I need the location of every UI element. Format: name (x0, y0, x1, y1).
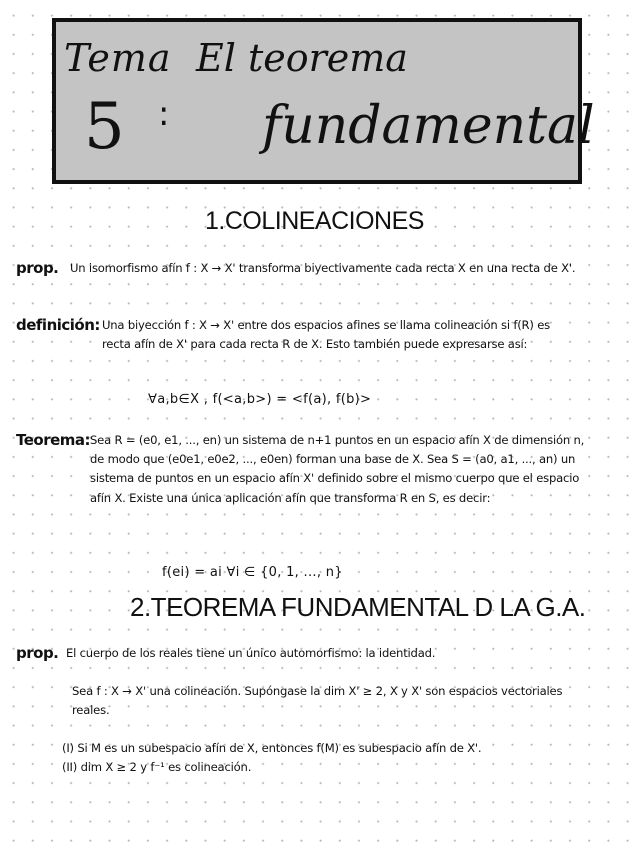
theorem-text: Sea R = (e0, e1, ..., en) un sistema de n+1 puntos en un espacio afín X de dimensión n, de modo que (e0e1, e0e2, ..., e0en) forman una base de X. Sea S = (a0, a1, ..., an) un sistema de puntos en un espacio afín X' definido sobre el mismo cuerpo que el espacio afín X. Existe una única aplicación afín que transforma R en S, es decir: (90, 433, 585, 505)
prop2-text: El cuerpo de los reales tiene un único automorfismo: la identidad. (66, 646, 436, 660)
definition-label: definición: (16, 316, 100, 334)
item-1: (I) Si M es un subespacio afín de X, entonces f(M) es subespacio afín de X'. (62, 741, 482, 755)
theorem-formula: f(ei) = ai ∀i ∈ {0, 1, ..., n} (162, 565, 343, 580)
item-2: (II) dim X ≥ 2 y f⁻¹ es colineación. (62, 760, 252, 774)
prop1-label: prop. (16, 259, 59, 277)
title-colon: : (158, 94, 170, 134)
prop2-subtext: Sea f : X → X' una colineación. Supóngase la dim X' ≥ 2, X y X' son espacios vectoriales reales. (72, 684, 563, 718)
title-number: 5 (84, 90, 125, 164)
section-heading-1: 1.COLINEACIONES (205, 207, 424, 235)
section-heading-2: 2.TEOREMA FUNDAMENTAL D LA G.A. (130, 592, 586, 622)
title-box (52, 18, 595, 184)
prop1-text: Un isomorfismo afín f : X → X' transforma biyectivamente cada recta X en una recta de X'. (70, 261, 576, 275)
prop2-label: prop. (16, 644, 59, 662)
title-tema: Tema (64, 36, 172, 80)
definition-text: Una biyección f : X → X' entre dos espacios afines se llama colineación si f(R) es recta afín de X' para cada recta R de X. Esto también puede expresarse así: (102, 318, 550, 352)
definition-formula: ∀a,b∈X , f(<a,b>) = <f(a), f(b)> (148, 392, 372, 407)
title-line1: El teorema (196, 36, 408, 80)
theorem-label: Teorema: (16, 431, 91, 449)
title-line2: fundamental (262, 96, 595, 156)
